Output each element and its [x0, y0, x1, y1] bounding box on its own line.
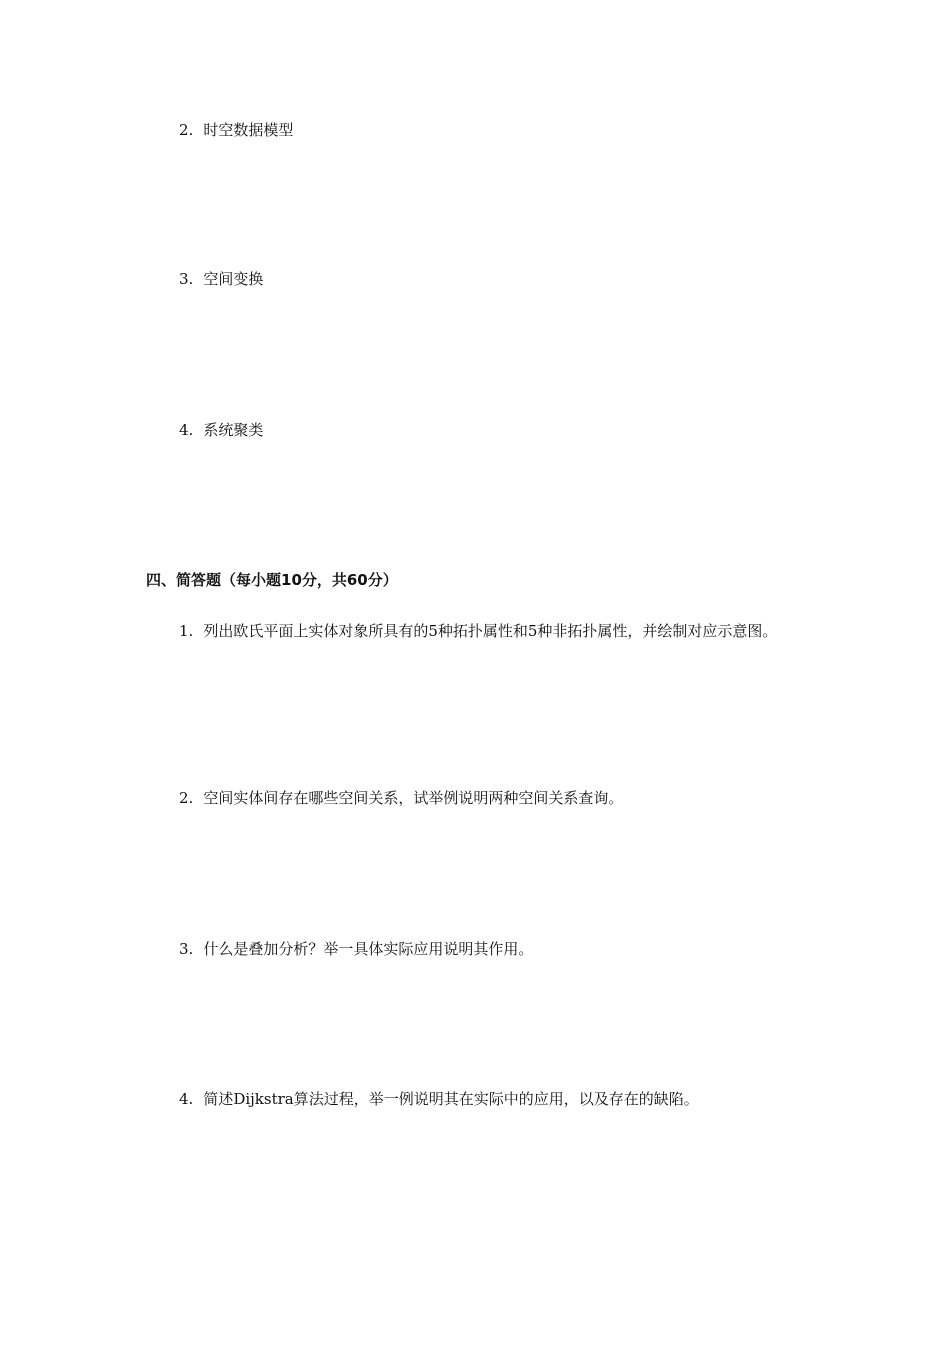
question-number: 3.: [179, 940, 194, 958]
term-item: [179, 268, 263, 290]
question-text: 空间实体间存在哪些空间关系，试举例说明两种空间关系查询。: [203, 789, 624, 807]
section-heading: 四、简答题（每小题10分，共60分）: [146, 571, 398, 589]
term-number: 4.: [179, 421, 194, 439]
term-number: 3.: [179, 270, 194, 288]
term-text: 系统聚类: [203, 421, 264, 439]
question-text: 列出欧氏平面上实体对象所具有的5种拓扑属性和5种非拓扑属性，并绘制对应示意图。: [203, 622, 778, 640]
question-item: [162, 618, 812, 644]
question-item: [179, 938, 533, 960]
term-item: [179, 119, 293, 141]
question-text: 简述Dijkstra算法过程，举一例说明其在实际中的应用，以及存在的缺陷。: [203, 1090, 699, 1108]
term-number: 2.: [179, 121, 194, 139]
question-item: [179, 1088, 699, 1110]
term-item: [179, 419, 263, 441]
question-text: 什么是叠加分析？举一具体实际应用说明其作用。: [203, 940, 534, 958]
question-number: 4.: [179, 1090, 194, 1108]
question-number: 2.: [179, 789, 194, 807]
question-item: [179, 787, 623, 809]
term-text: 时空数据模型: [203, 121, 294, 139]
question-number: 1.: [179, 622, 194, 640]
term-text: 空间变换: [203, 270, 264, 288]
